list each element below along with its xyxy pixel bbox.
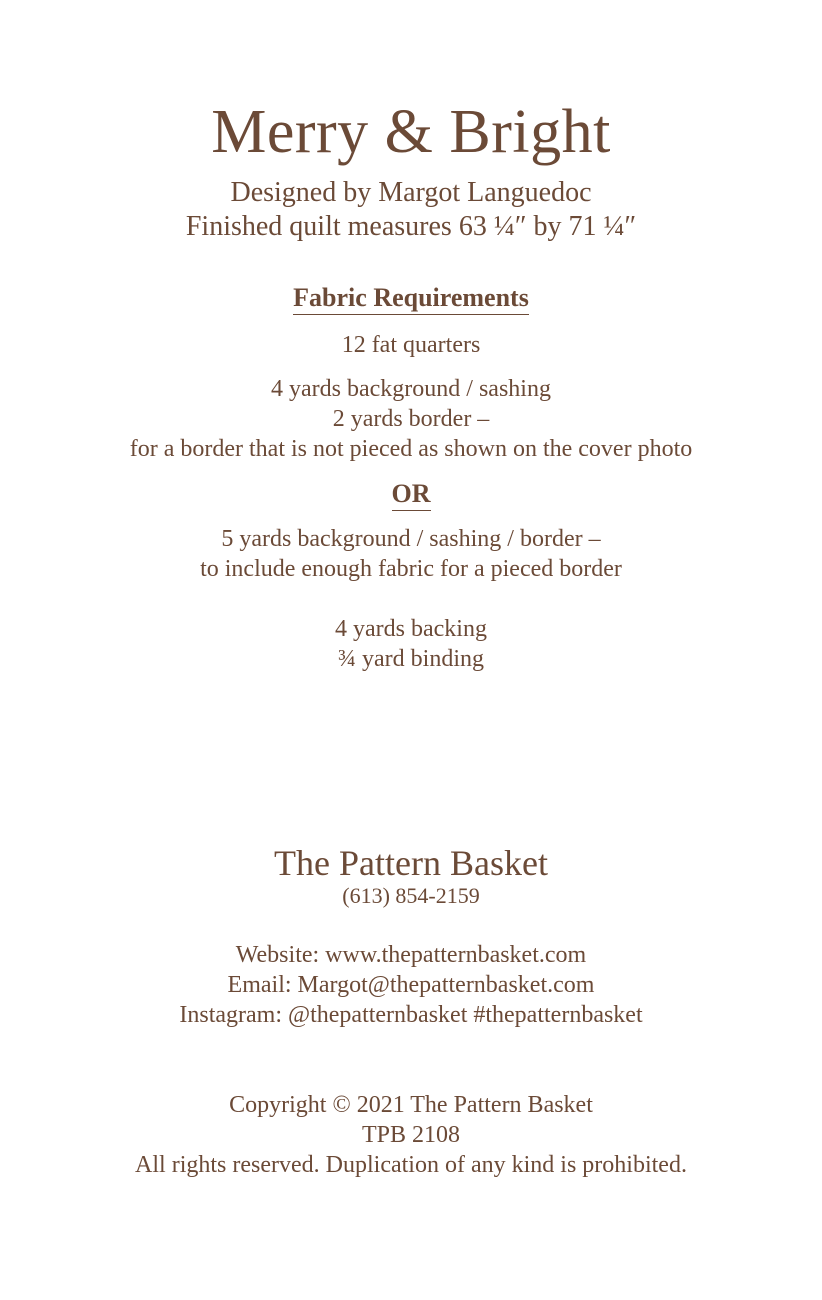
instagram-line: Instagram: @thepatternbasket #thepatternbasket [179, 1002, 643, 1028]
website-line: Website: www.thepatternbasket.com [235, 942, 587, 968]
fabric-requirements-heading [0, 282, 822, 315]
or-separator [0, 478, 822, 511]
measures-line: Finished quilt measures 63 ¼″ by 71 ¼″ [185, 211, 637, 242]
rights-line: All rights reserved. Duplication of any kind is prohibited. [135, 1152, 687, 1178]
background-sashing-border-line: 5 yards background / sashing / border – [221, 526, 601, 552]
phone-number: (613) 854-2159 [342, 883, 480, 908]
designer-line: Designed by Margot Languedoc [230, 177, 592, 208]
fat-quarters-line: 12 fat quarters [341, 332, 481, 358]
background-sashing-line: 4 yards background / sashing [271, 376, 551, 402]
backing-line: 4 yards backing [335, 616, 487, 642]
company-name: The Pattern Basket [274, 843, 548, 883]
page-title: Merry & Bright [211, 98, 611, 166]
border-line: 2 yards border – [332, 406, 490, 432]
pieced-border-note-line: to include enough fabric for a pieced border [200, 556, 622, 582]
border-note-line: for a border that is not pieced as shown on the cover photo [129, 436, 693, 462]
fabric-requirements-heading-text: Fabric Requirements [293, 283, 529, 315]
or-separator-text: OR [392, 479, 431, 511]
binding-line: ¾ yard binding [338, 646, 484, 672]
copyright-line: Copyright © 2021 The Pattern Basket [229, 1092, 593, 1118]
email-line: Email: Margot@thepatternbasket.com [227, 972, 595, 998]
pattern-code: TPB 2108 [361, 1122, 460, 1148]
